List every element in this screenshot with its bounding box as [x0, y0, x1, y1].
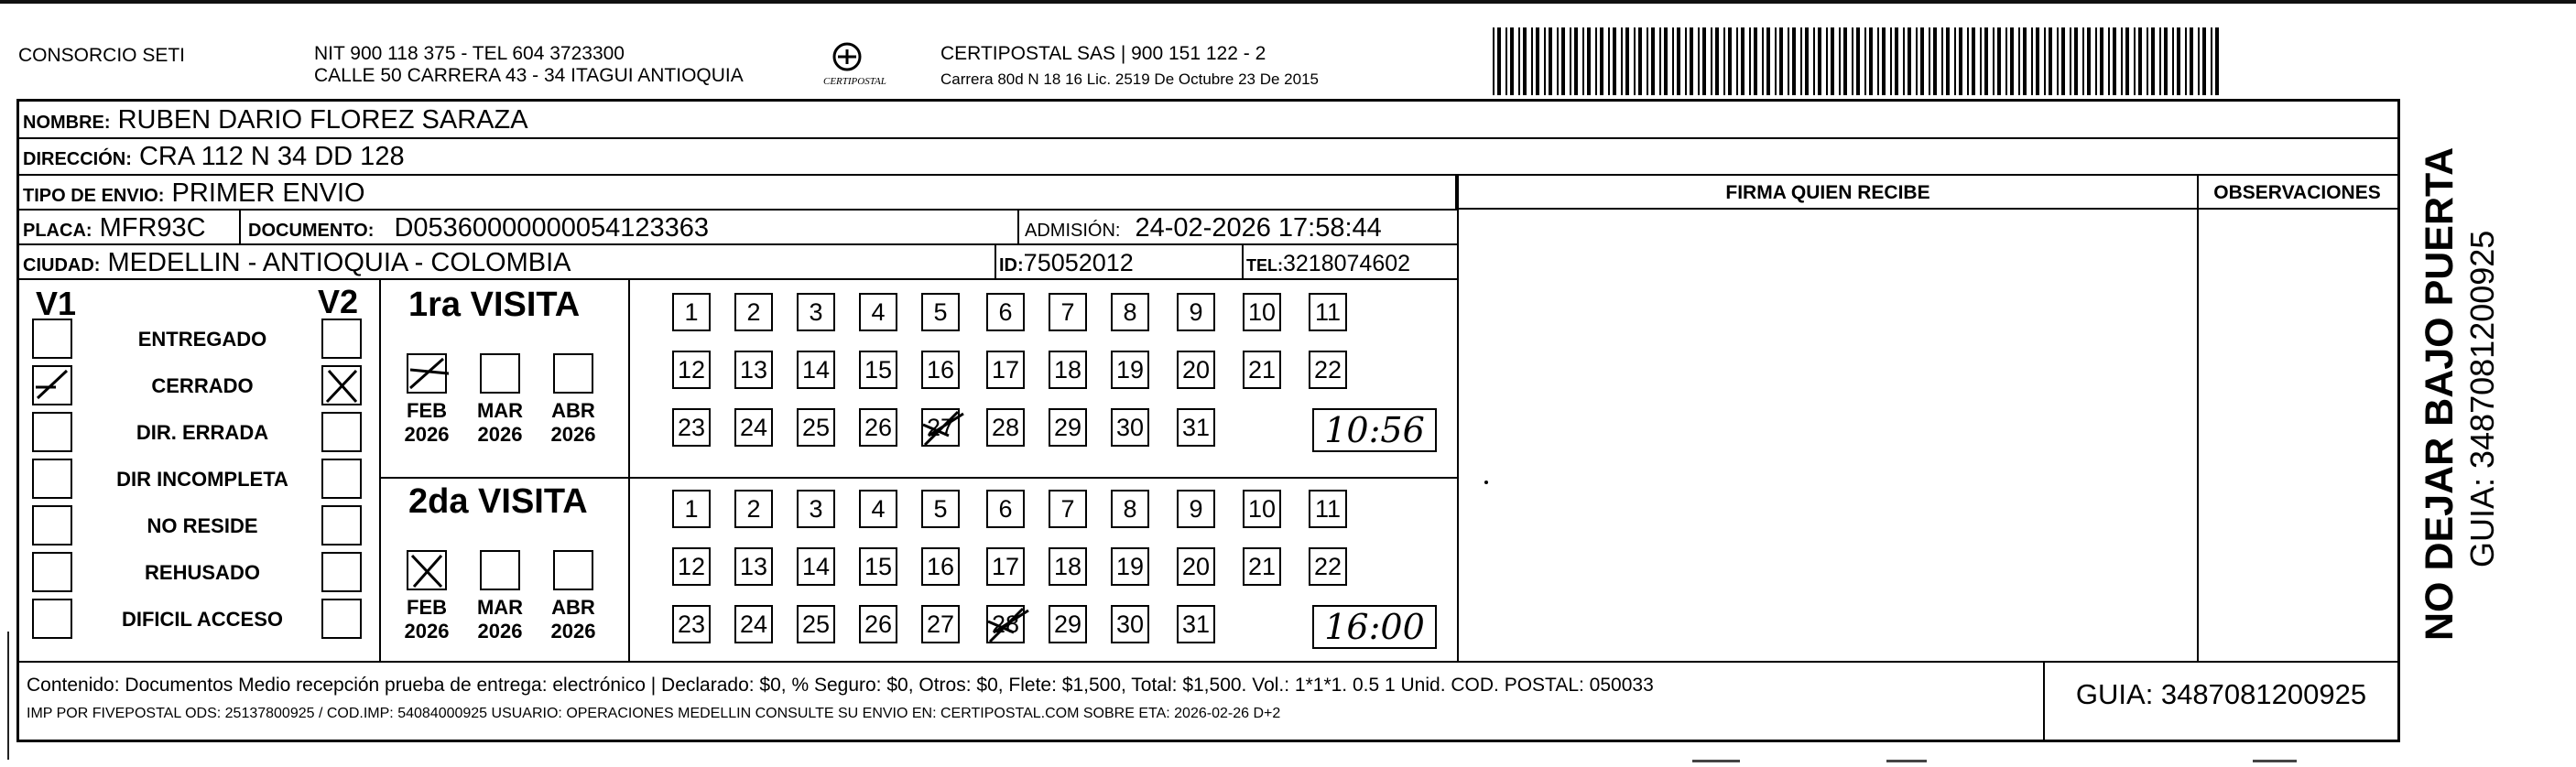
barcode-bar: [1505, 27, 1507, 95]
admision-value: 24-02-2026 17:58:44: [1135, 213, 1382, 243]
barcode-bar: [2087, 27, 2091, 95]
divider-admision: [1017, 211, 1019, 245]
month-name: ABR: [551, 596, 595, 619]
day-box[interactable]: 28: [986, 408, 1025, 447]
barcode-bar: [1715, 27, 1719, 95]
barcode-bar: [1600, 27, 1603, 95]
barcode-bar: [1941, 27, 1943, 95]
barcode-bar: [1651, 27, 1655, 95]
divider-id: [995, 245, 996, 280]
barcode-bar: [1549, 27, 1552, 95]
day-mark-icon: [986, 605, 1032, 654]
visit-time: 16:00: [1312, 605, 1437, 649]
day-box[interactable]: 26: [859, 605, 897, 643]
month-name: FEB: [407, 399, 447, 422]
barcode-bar: [1895, 27, 1898, 95]
day-box[interactable]: 14: [797, 547, 835, 586]
logo-text: CERTIPOSTAL: [823, 76, 886, 87]
status-label: DIR. ERRADA: [136, 421, 269, 444]
day-box[interactable]: 21: [1243, 351, 1281, 389]
v1-checkbox[interactable]: [32, 552, 72, 592]
day-box[interactable]: 23: [672, 408, 711, 447]
barcode-bar: [1954, 27, 1956, 95]
barcode-bar: [1728, 27, 1732, 95]
day-box[interactable]: 12: [672, 351, 711, 389]
barcode-bar: [2147, 27, 2148, 95]
day-box[interactable]: 7: [1049, 490, 1087, 528]
check-mark-icon: [34, 367, 71, 404]
barcode-bar: [1536, 27, 1539, 95]
barcode-bar: [1625, 27, 1629, 95]
nombre-label: NOMBRE:: [23, 113, 111, 133]
status-label: REHUSADO: [145, 561, 260, 584]
divider-tel: [1242, 245, 1244, 280]
status-label: ENTREGADO: [137, 328, 267, 351]
day-box[interactable]: 4: [859, 490, 897, 528]
barcode-bar: [1698, 27, 1700, 95]
month-checkbox[interactable]: [553, 353, 593, 394]
month-checkbox[interactable]: [480, 353, 520, 394]
admision-label: ADMISIÓN:: [1025, 221, 1121, 241]
tipo-label: TIPO DE ENVIO:: [23, 186, 165, 206]
day-box[interactable]: 30: [1111, 605, 1149, 643]
v2-checkbox[interactable]: [321, 552, 362, 592]
divider-visits: [628, 280, 630, 661]
barcode-bar: [1903, 27, 1905, 95]
barcode-bar: [1587, 27, 1591, 95]
barcode-bar: [1638, 27, 1642, 95]
barcode-bar: [1766, 27, 1770, 95]
divider-checklist: [379, 280, 381, 661]
barcode-bar: [1916, 27, 1918, 95]
barcode-bar: [1723, 27, 1725, 95]
barcode-bar: [2202, 27, 2206, 95]
barcode-bar: [1690, 27, 1693, 95]
barcode-bar: [1984, 27, 1988, 95]
day-box[interactable]: 25: [797, 408, 835, 447]
month-label: [473, 596, 527, 643]
footer-divider: [19, 661, 2397, 663]
license-line: Carrera 80d N 18 16 Lic. 2519 De Octubre 23 De 2015: [940, 70, 1319, 88]
barcode-bar: [1634, 27, 1636, 95]
day-box[interactable]: 2: [734, 293, 773, 331]
divider-visit2: [379, 477, 1457, 479]
month-checkbox[interactable]: [553, 550, 593, 590]
nit-line: NIT 900 118 375 - TEL 604 3723300: [314, 43, 625, 64]
barcode-bar: [1843, 27, 1847, 95]
barcode-bar: [1523, 27, 1527, 95]
barcode-bar: [1595, 27, 1597, 95]
day-box[interactable]: 13: [734, 547, 773, 586]
barcode-bar: [1792, 27, 1796, 95]
day-box[interactable]: 15: [859, 351, 897, 389]
barcode-bar: [1762, 27, 1764, 95]
barcode-bar: [2082, 27, 2084, 95]
month-checkbox[interactable]: [407, 353, 447, 394]
visit-title: 2da VISITA: [408, 482, 588, 521]
barcode-bar: [2049, 27, 2052, 95]
barcode-bar: [1741, 27, 1745, 95]
barcode-bar: [1877, 27, 1879, 95]
id-label: ID:: [999, 255, 1024, 275]
day-box[interactable]: 6: [986, 293, 1025, 331]
month-year: 2026: [404, 423, 450, 446]
day-box[interactable]: 20: [1177, 351, 1215, 389]
barcode-bar: [1788, 27, 1789, 95]
direccion-value: CRA 112 N 34 DD 128: [138, 142, 405, 171]
v2-checkbox[interactable]: [321, 459, 362, 499]
v1-checkbox[interactable]: [32, 319, 72, 359]
barcode-bar: [1608, 27, 1610, 95]
x-mark-icon: [323, 367, 360, 404]
v2-label: V2: [318, 283, 359, 320]
day-box[interactable]: 15: [859, 547, 897, 586]
barcode-bar: [1659, 27, 1661, 95]
barcode-bar: [1736, 27, 1738, 95]
status-label: NO RESIDE: [147, 514, 258, 537]
barcode-bar: [2010, 27, 2014, 95]
barcode-bar: [1869, 27, 1873, 95]
barcode-bar: [2036, 27, 2039, 95]
barcode-bar: [1531, 27, 1533, 95]
barcode-bar: [2044, 27, 2046, 95]
barcode-bar: [2108, 27, 2110, 95]
barcode-bar: [2018, 27, 2020, 95]
day-box[interactable]: 24: [734, 408, 773, 447]
footer-imp: IMP POR FIVEPOSTAL ODS: 25137800925 / COD.IMP: 54084000925 USUARIO: OPERACIONES MEDELLIN CONSULTE SU ENVIO EN: CERTIPOSTAL.COM SOBRE ETA: 2026-02-26 D+2: [27, 706, 1281, 721]
day-box[interactable]: 29: [1049, 605, 1087, 643]
barcode-bar: [1852, 27, 1853, 95]
day-box[interactable]: 18: [1049, 547, 1087, 586]
day-box[interactable]: 1: [672, 490, 711, 528]
v1-checkbox[interactable]: [32, 365, 72, 405]
barcode-bar: [2057, 27, 2059, 95]
observaciones-label: OBSERVACIONES: [2213, 182, 2381, 203]
v1-label: V1: [36, 285, 77, 322]
barcode-bar: [2121, 27, 2123, 95]
admision-cell: [1025, 214, 1382, 244]
v2-checkbox[interactable]: [321, 365, 362, 405]
barcode-bar: [1856, 27, 1860, 95]
certipostal-logo: [820, 40, 893, 93]
stray-dot: [1484, 481, 1488, 484]
firma-label: FIRMA QUIEN RECIBE: [1725, 182, 1930, 203]
barcode-bar: [1497, 27, 1501, 95]
barcode-bar: [1993, 27, 1994, 95]
barcode-bar: [1754, 27, 1757, 95]
barcode-bar: [1890, 27, 1892, 95]
barcode-bar: [2185, 27, 2187, 95]
month-label: [473, 399, 527, 447]
day-box[interactable]: 26: [859, 408, 897, 447]
v1-checkbox[interactable]: [32, 412, 72, 452]
day-box[interactable]: 4: [859, 293, 897, 331]
barcode-bar: [1561, 27, 1565, 95]
barcode-bar: [2074, 27, 2078, 95]
barcode-bar: [1779, 27, 1783, 95]
day-box[interactable]: 7: [1049, 293, 1087, 331]
barcode-bar: [2113, 27, 2116, 95]
tel-value: 3218074602: [1283, 251, 1411, 276]
month-name: MAR: [476, 399, 524, 422]
day-box[interactable]: 25: [797, 605, 835, 643]
day-box[interactable]: 5: [921, 490, 960, 528]
barcode-bar: [1818, 27, 1821, 95]
month-name: MAR: [476, 596, 524, 619]
v1-checkbox[interactable]: [32, 505, 72, 546]
firma-area[interactable]: [1459, 210, 2197, 660]
carrier-line: CERTIPOSTAL SAS | 900 151 122 - 2: [940, 43, 1266, 64]
barcode-bar: [1920, 27, 1924, 95]
day-box[interactable]: 10: [1243, 490, 1281, 528]
month-name: ABR: [551, 399, 595, 422]
placa-label: PLACA:: [23, 221, 92, 241]
month-label: [399, 399, 454, 447]
month-year: 2026: [477, 423, 523, 446]
month-label: [546, 596, 601, 643]
month-year: 2026: [404, 620, 450, 643]
tel-cell: [1246, 251, 1410, 278]
barcode-bar: [1574, 27, 1578, 95]
v2-checkbox[interactable]: [321, 319, 362, 359]
row-direccion: [19, 139, 2397, 176]
barcode-bar: [1557, 27, 1559, 95]
row-nombre: [19, 102, 2397, 139]
v1-checkbox[interactable]: [32, 459, 72, 499]
barcode-bar: [1864, 27, 1866, 95]
barcode-bar: [2005, 27, 2007, 95]
barcode-bar: [2151, 27, 2155, 95]
day-box[interactable]: 8: [1111, 293, 1149, 331]
day-box[interactable]: 1: [672, 293, 711, 331]
barcode-bar: [1613, 27, 1616, 95]
barcode-bar: [2061, 27, 2065, 95]
day-mark-icon: [921, 408, 967, 458]
status-label: CERRADO: [151, 374, 254, 397]
footer-contenido: Contenido: Documentos Medio recepción prueba de entrega: electrónico | Declarado: $0, % Seguro: $0, Otros: $0, Flete: $1,500, Total: $1,500. Vol.: 1*1*1. 0.5 1 Unid. COD. POSTAL: 050033: [27, 675, 1654, 696]
barcode-bar: [2164, 27, 2168, 95]
day-box[interactable]: 22: [1309, 547, 1347, 586]
day-box[interactable]: 5: [921, 293, 960, 331]
barcode-bar: [2125, 27, 2129, 95]
barcode-bar: [2190, 27, 2193, 95]
barcode-bar: [1570, 27, 1571, 95]
barcode-bar: [1518, 27, 1520, 95]
day-box[interactable]: 31: [1177, 605, 1215, 643]
v2-checkbox[interactable]: [321, 412, 362, 452]
day-box[interactable]: 11: [1309, 293, 1347, 331]
documento-value: D05360000000054123363: [394, 213, 709, 243]
barcode-bar: [1664, 27, 1668, 95]
barcode-bar: [2177, 27, 2180, 95]
documento-cell: [248, 214, 709, 244]
barcode-bar: [2198, 27, 2200, 95]
tipo-value: PRIMER ENVIO: [171, 178, 365, 208]
address-line: CALLE 50 CARRERA 43 - 34 ITAGUI ANTIOQUIA: [314, 65, 744, 86]
barcode-bar: [2095, 27, 2097, 95]
v2-checkbox[interactable]: [321, 505, 362, 546]
row-tipo: [19, 176, 1457, 211]
barcode-bar: [1493, 27, 1495, 95]
v2-checkbox[interactable]: [321, 599, 362, 639]
day-box[interactable]: 19: [1111, 351, 1149, 389]
v1-checkbox[interactable]: [32, 599, 72, 639]
company-name: CONSORCIO SETI: [18, 45, 186, 66]
day-box[interactable]: 29: [1049, 408, 1087, 447]
barcode-bar: [1959, 27, 1962, 95]
documento-label: DOCUMENTO:: [248, 221, 375, 241]
day-box[interactable]: 9: [1177, 490, 1215, 528]
side-warning-text: NO DEJAR BAJO PUERTA: [2418, 146, 2462, 641]
day-box[interactable]: 18: [1049, 351, 1087, 389]
barcode-bar: [1882, 27, 1886, 95]
barcode-bar: [2138, 27, 2142, 95]
ciudad-value: MEDELLIN - ANTIOQUIA - COLOMBIA: [107, 248, 571, 277]
month-year: 2026: [550, 423, 596, 446]
day-box[interactable]: 6: [986, 490, 1025, 528]
barcode-bar: [1929, 27, 1930, 95]
barcode-bar: [1946, 27, 1950, 95]
barcode-bar: [1621, 27, 1623, 95]
barcode-bar: [2023, 27, 2027, 95]
left-edge-line: [7, 632, 9, 760]
side-warning: [2418, 128, 2463, 641]
barcode-bar: [1702, 27, 1706, 95]
barcode-bar: [1805, 27, 1809, 95]
day-box[interactable]: 20: [1177, 547, 1215, 586]
day-box[interactable]: 23: [672, 605, 711, 643]
day-box[interactable]: 24: [734, 605, 773, 643]
day-box[interactable]: 12: [672, 547, 711, 586]
month-label: [546, 399, 601, 447]
day-box[interactable]: 8: [1111, 490, 1149, 528]
placa-value: MFR93C: [99, 213, 206, 243]
day-box[interactable]: 2: [734, 490, 773, 528]
barcode-bar: [1582, 27, 1584, 95]
barcode-bar: [1933, 27, 1937, 95]
barcode-bar: [1647, 27, 1648, 95]
barcode-bar: [1997, 27, 2001, 95]
barcode-bar: [1839, 27, 1841, 95]
barcode-bar: [1749, 27, 1751, 95]
day-box[interactable]: 9: [1177, 293, 1215, 331]
barcode-graphic: [1493, 27, 2225, 95]
barcode-bar: [1711, 27, 1712, 95]
barcode-bar: [1908, 27, 1911, 95]
nombre-value: RUBEN DARIO FLOREZ SARAZA: [117, 105, 528, 135]
id-cell: [999, 249, 1134, 279]
barcode-bar: [2031, 27, 2033, 95]
day-box[interactable]: 11: [1309, 490, 1347, 528]
bottom-line-1: [1692, 760, 1740, 762]
day-box[interactable]: 10: [1243, 293, 1281, 331]
bottom-line-3: [2253, 760, 2297, 762]
divider-placa: [239, 211, 241, 245]
status-label: DIR INCOMPLETA: [116, 468, 288, 491]
month-year: 2026: [477, 620, 523, 643]
barcode-bar: [2134, 27, 2136, 95]
day-box[interactable]: 17: [986, 547, 1025, 586]
barcode-bar: [1831, 27, 1834, 95]
id-value: 75052012: [1023, 249, 1134, 276]
barcode-bar: [2172, 27, 2174, 95]
month-year: 2026: [550, 620, 596, 643]
day-box[interactable]: 14: [797, 351, 835, 389]
side-guia: [2463, 146, 2500, 567]
barcode-bar: [1775, 27, 1777, 95]
guia-box: GUIA: 3487081200925: [2075, 678, 2367, 710]
barcode-bar: [1800, 27, 1802, 95]
barcode-bar: [1967, 27, 1969, 95]
day-box[interactable]: 3: [797, 490, 835, 528]
side-guia-text: GUIA: 3487081200925: [2463, 230, 2501, 567]
barcode-bar: [1544, 27, 1546, 95]
day-box[interactable]: 28: [986, 605, 1025, 643]
visit-title: 1ra VISITA: [408, 286, 581, 324]
barcode-bar: [1685, 27, 1687, 95]
day-box[interactable]: 3: [797, 293, 835, 331]
barcode-bar: [1826, 27, 1828, 95]
barcode-bar: [1510, 27, 1514, 95]
status-label: DIFICIL ACCESO: [121, 608, 283, 631]
barcode-bar: [1813, 27, 1815, 95]
direccion-label: DIRECCIÓN:: [23, 149, 132, 169]
barcode-bar: [2159, 27, 2161, 95]
day-box[interactable]: 27: [921, 408, 960, 447]
barcode-bar: [1677, 27, 1680, 95]
day-box[interactable]: 27: [921, 605, 960, 643]
day-box[interactable]: 19: [1111, 547, 1149, 586]
barcode: [1493, 27, 2225, 95]
tel-label: TEL:: [1246, 256, 1283, 275]
barcode-bar: [1980, 27, 1982, 95]
month-label: [399, 596, 454, 643]
day-box[interactable]: 22: [1309, 351, 1347, 389]
barcode-bar: [2070, 27, 2071, 95]
visit-time: 10:56: [1312, 408, 1437, 452]
day-box[interactable]: 16: [921, 547, 960, 586]
barcode-bar: [2215, 27, 2219, 95]
day-box[interactable]: 31: [1177, 408, 1215, 447]
day-box[interactable]: 13: [734, 351, 773, 389]
barcode-bar: [2100, 27, 2103, 95]
ciudad-label: CIUDAD:: [23, 255, 101, 275]
barcode-bar: [2211, 27, 2212, 95]
day-box[interactable]: 21: [1243, 547, 1281, 586]
top-edge-line: [0, 0, 2576, 4]
barcode-bar: [1672, 27, 1674, 95]
month-checkbox[interactable]: [480, 550, 520, 590]
day-box[interactable]: 17: [986, 351, 1025, 389]
barcode-bar: [1972, 27, 1975, 95]
check-mark-icon: [408, 355, 449, 392]
observaciones-area[interactable]: [2199, 210, 2396, 660]
logo-icon: [820, 40, 893, 93]
day-box[interactable]: 30: [1111, 408, 1149, 447]
day-box[interactable]: 16: [921, 351, 960, 389]
bottom-line-2: [1886, 760, 1927, 762]
delivery-form: [16, 99, 2400, 742]
x-mark-icon: [408, 552, 445, 589]
month-name: FEB: [407, 596, 447, 619]
month-checkbox[interactable]: [407, 550, 447, 590]
